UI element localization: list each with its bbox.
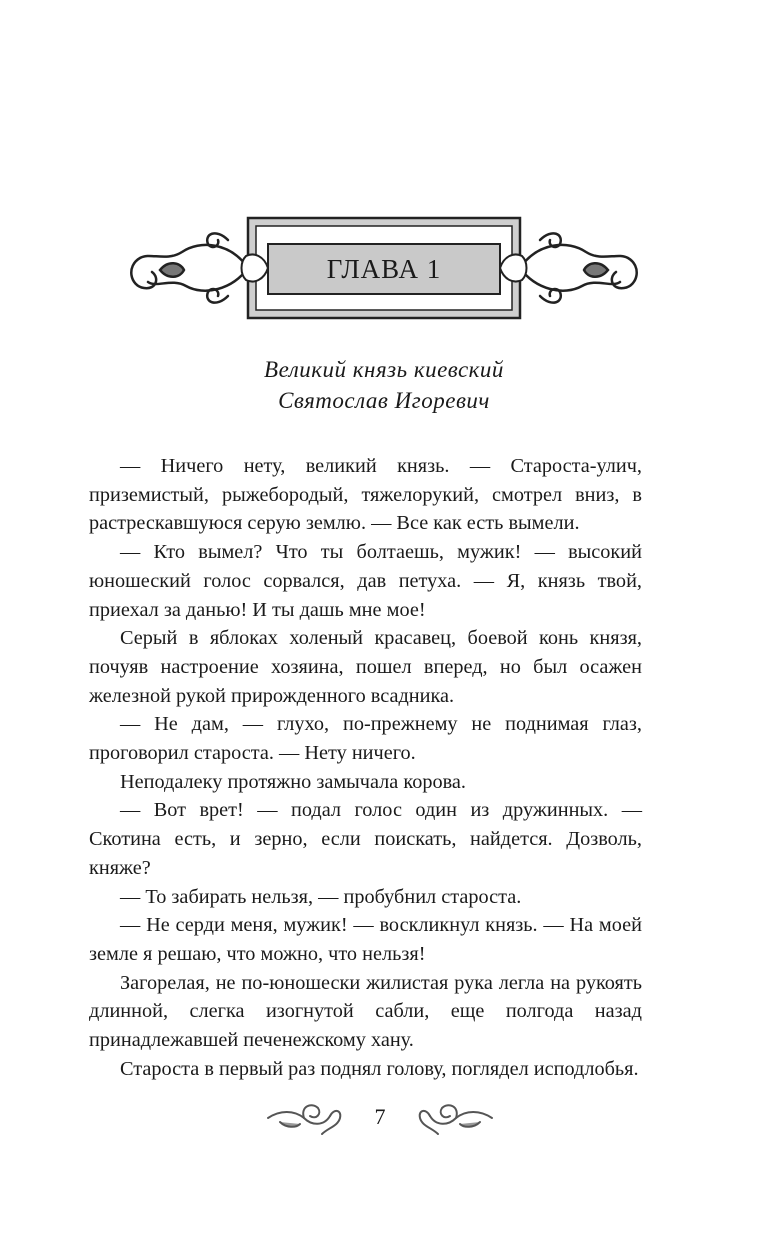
paragraph: — То забирать нельзя, — пробубнил староста. bbox=[120, 885, 522, 908]
paragraph: — Ничего нету, великий князь. — Староста-улич, приземистый, рыжебородый, тяжелорукий, смотрел вниз, в растрескавшуюся серую землю. — Все как есть вымели. bbox=[89, 455, 642, 535]
paragraph: Загорелая, не по-юношески жилистая рука легла на рукоять длинной, слегка изогнутой сабли, еще полгода назад принадлежавшей печенежскому хану. bbox=[89, 971, 642, 1052]
left-flourish-icon bbox=[131, 233, 248, 302]
paragraph: Серый в яблоках холеный красавец, боевой конь князя, почуяв настроение хозяина, пошел вперед, но был осажен железной рукой прирожденного всадника. bbox=[89, 627, 642, 707]
paragraph: — Вот врет! — подал голос один из дружинных. — Скотина есть, и зерно, если поискать, найдется. Дозволь, княже? bbox=[89, 799, 642, 879]
paragraph: — Кто вымел? Что ты болтаешь, мужик! — высокий юношеский голос сорвался, дав петуха. — Я, князь твой, приехал за данью! И ты дашь мне мое! bbox=[89, 541, 642, 621]
body-text bbox=[89, 452, 642, 1083]
subtitle-line-1: Великий князь киевский bbox=[264, 357, 504, 382]
page-number: 7 bbox=[374, 1104, 386, 1129]
paragraph: Неподалеку протяжно замычала корова. bbox=[120, 770, 466, 793]
paragraph: — Не серди меня, мужик! — воскликнул князь. — На моей земле я решаю, что можно, что нельзя! bbox=[89, 914, 642, 965]
paragraph: Староста в первый раз поднял голову, поглядел исподлобья. bbox=[120, 1057, 639, 1080]
chapter-header bbox=[120, 212, 648, 324]
subtitle-line-2: Святослав Игоревич bbox=[278, 388, 490, 413]
paragraph: — Не дам, — глухо, по-прежнему не поднимая глаз, проговорил староста. — Нету ничего. bbox=[89, 713, 642, 765]
chapter-subtitle bbox=[0, 354, 768, 416]
chapter-title: ГЛАВА 1 bbox=[326, 253, 442, 284]
page-footer bbox=[260, 1098, 500, 1140]
right-flourish-icon bbox=[520, 233, 637, 302]
